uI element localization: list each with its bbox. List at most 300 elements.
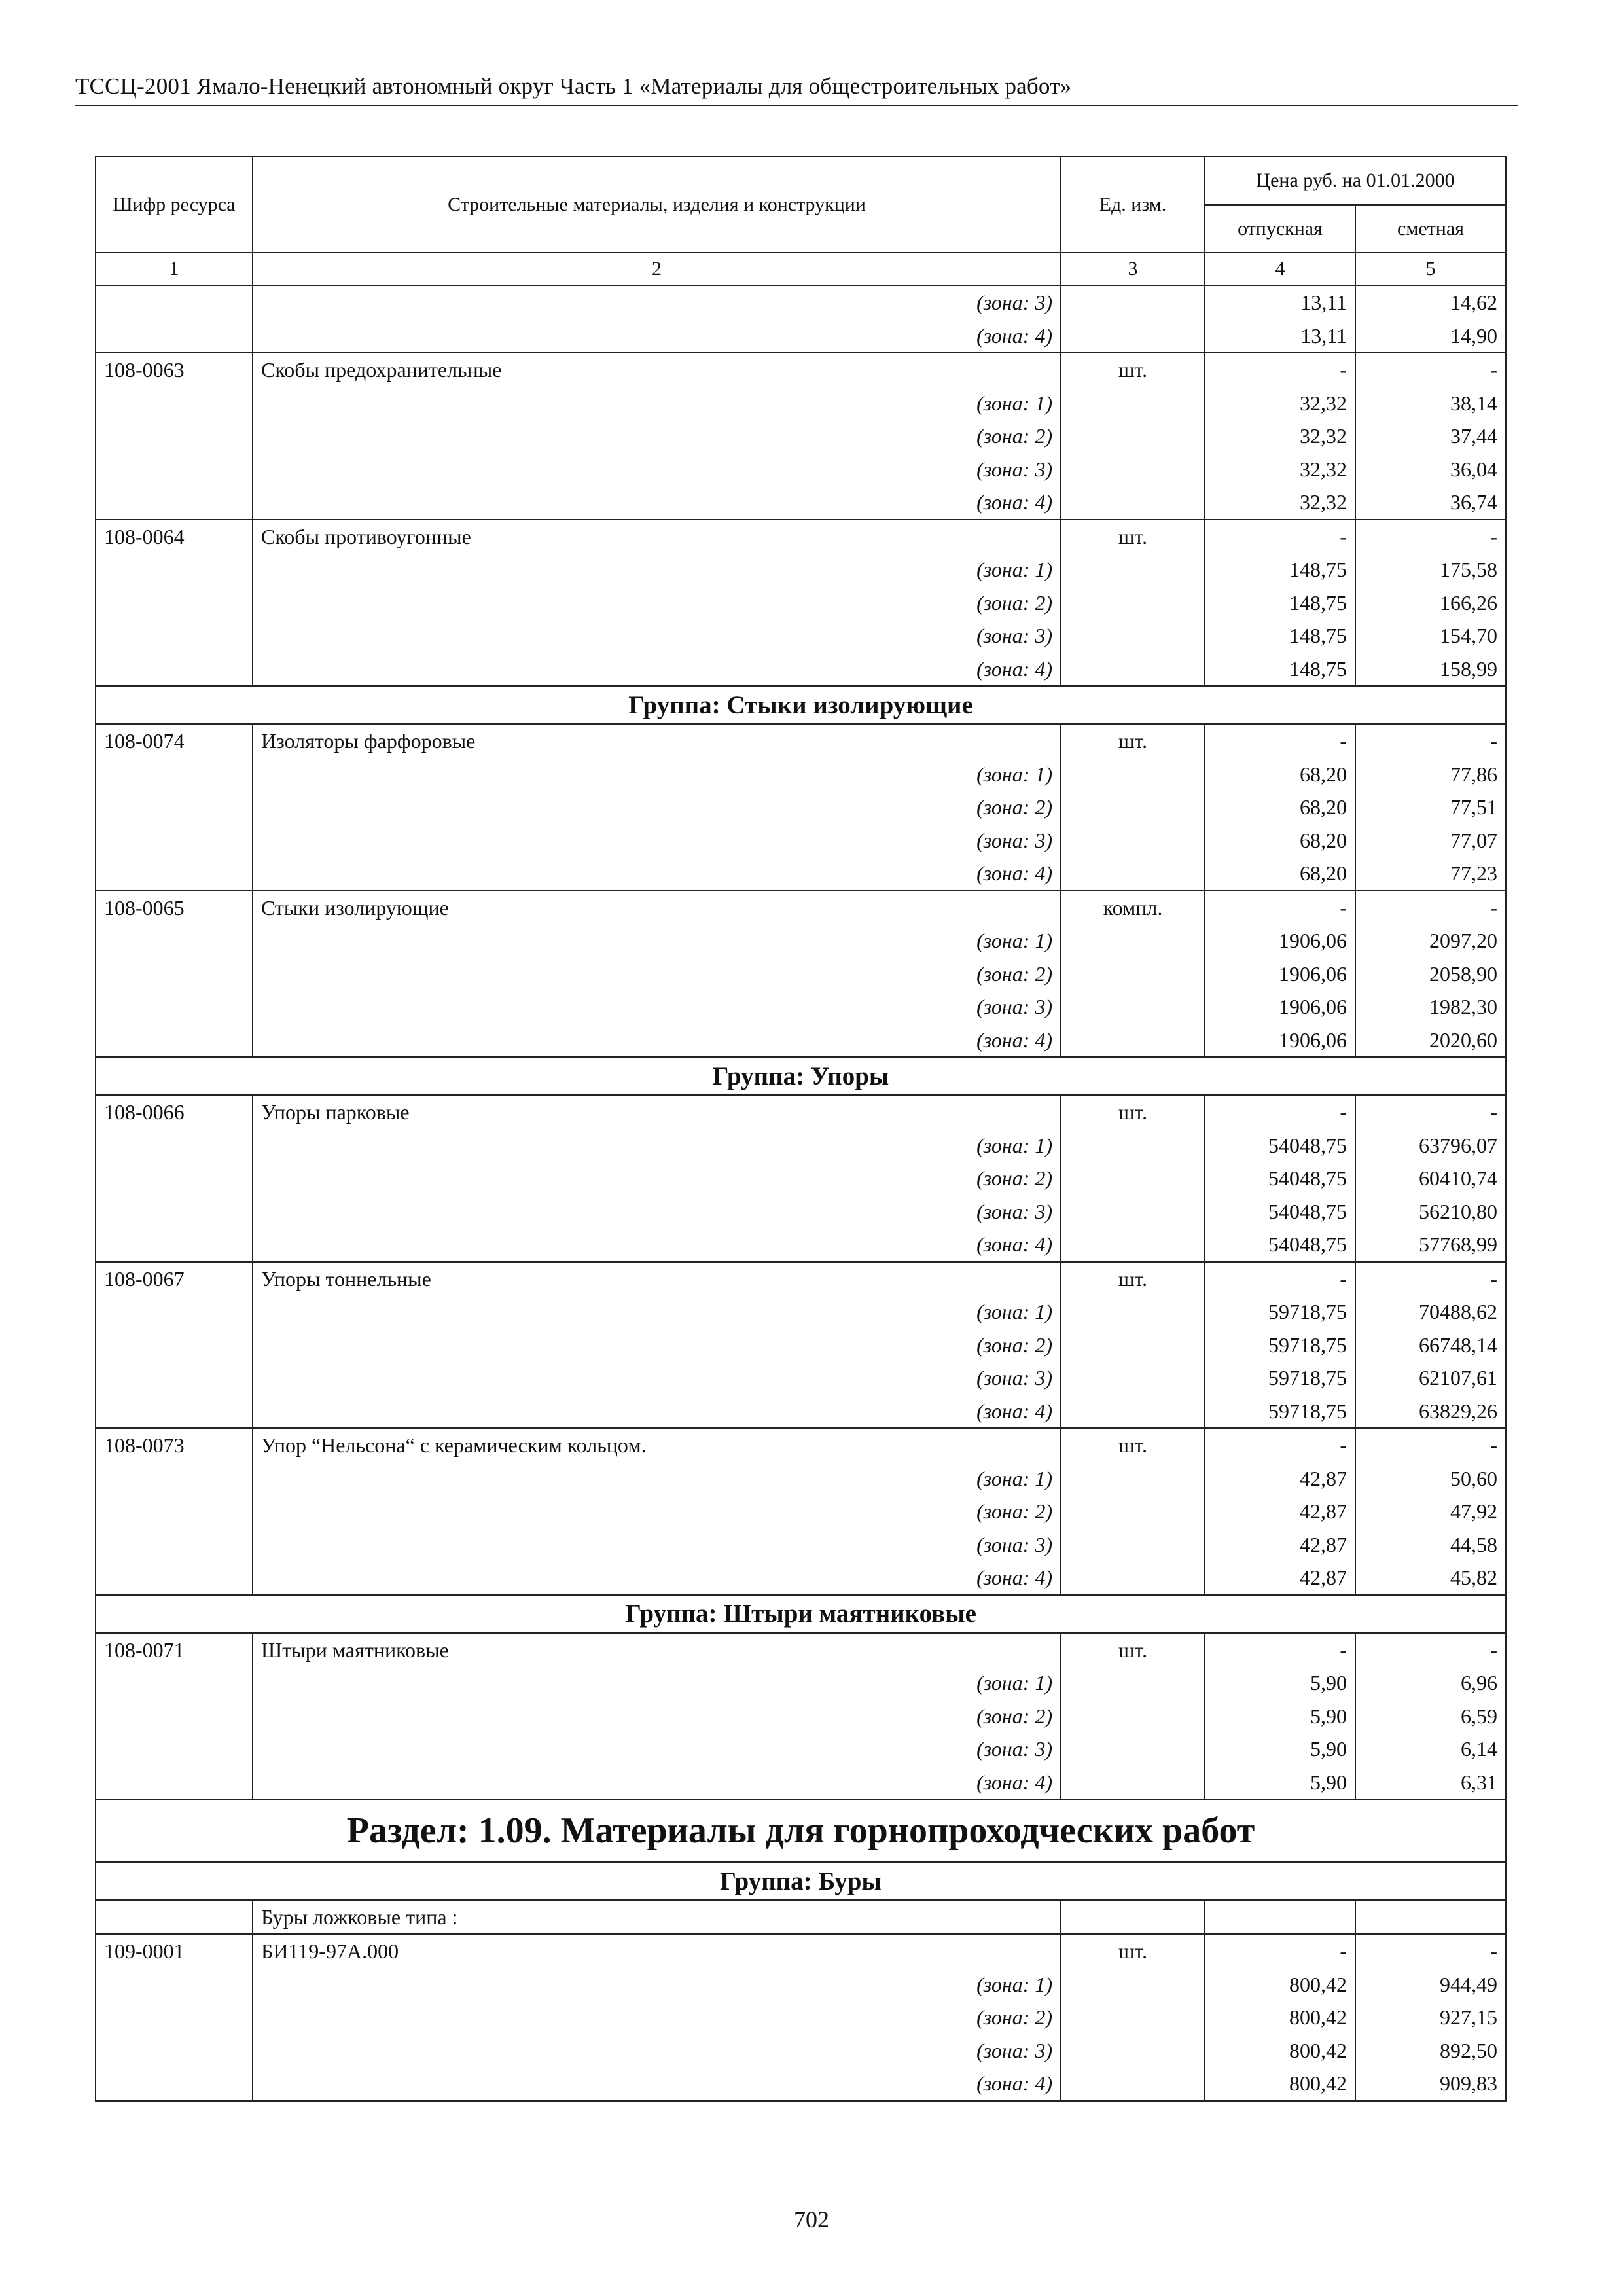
zone-label: (зона: 3) bbox=[253, 1528, 1061, 1562]
resource-code bbox=[96, 1561, 253, 1595]
price-release: - bbox=[1205, 353, 1355, 387]
zone-label: (зона: 2) bbox=[253, 420, 1061, 453]
header-rule bbox=[75, 105, 1518, 106]
unit: шт. bbox=[1061, 353, 1205, 387]
zone-row bbox=[96, 586, 1506, 620]
price-estimate: 1982,30 bbox=[1355, 990, 1506, 1024]
resource-code bbox=[96, 1228, 253, 1262]
unit: шт. bbox=[1061, 724, 1205, 758]
resource-code: 109-0001 bbox=[96, 1934, 253, 1968]
zone-row bbox=[96, 486, 1506, 520]
price-estimate: 14,90 bbox=[1355, 319, 1506, 353]
resource-code bbox=[96, 1700, 253, 1733]
price-estimate: 57768,99 bbox=[1355, 1228, 1506, 1262]
zone-label: (зона: 4) bbox=[253, 1766, 1061, 1800]
resource-code bbox=[96, 553, 253, 586]
zone-row bbox=[96, 1462, 1506, 1496]
zone-label: (зона: 4) bbox=[253, 319, 1061, 353]
resource-code: 108-0074 bbox=[96, 724, 253, 758]
price-release: 800,42 bbox=[1205, 2001, 1355, 2034]
price-estimate: 909,83 bbox=[1355, 2067, 1506, 2101]
resource-code bbox=[96, 758, 253, 791]
material-name: Изоляторы фарфоровые bbox=[253, 724, 1061, 758]
zone-label: (зона: 3) bbox=[253, 285, 1061, 319]
price-estimate: - bbox=[1355, 1934, 1506, 1968]
unit bbox=[1061, 2034, 1205, 2068]
zone-label: (зона: 1) bbox=[253, 1295, 1061, 1329]
resource-code bbox=[96, 1195, 253, 1229]
resource-code bbox=[96, 958, 253, 991]
unit bbox=[1061, 1495, 1205, 1528]
resource-code bbox=[96, 2067, 253, 2101]
resource-code: 108-0066 bbox=[96, 1095, 253, 1129]
unit bbox=[1061, 1732, 1205, 1766]
price-release: - bbox=[1205, 891, 1355, 925]
col-unit-header: Ед. изм. bbox=[1061, 156, 1205, 253]
resource-code bbox=[96, 453, 253, 486]
price-estimate: 44,58 bbox=[1355, 1528, 1506, 1562]
price-estimate: - bbox=[1355, 520, 1506, 554]
zone-label: (зона: 4) bbox=[253, 2067, 1061, 2101]
resource-code bbox=[96, 1462, 253, 1496]
resource-code bbox=[96, 824, 253, 857]
zone-row bbox=[96, 387, 1506, 420]
zone-label: (зона: 2) bbox=[253, 2001, 1061, 2034]
material-name: Скобы противоугонные bbox=[253, 520, 1061, 554]
price-estimate: 892,50 bbox=[1355, 2034, 1506, 2068]
zone-row bbox=[96, 1528, 1506, 1562]
zone-label: (зона: 2) bbox=[253, 1495, 1061, 1528]
group-row bbox=[96, 1057, 1506, 1095]
price-estimate: 6,96 bbox=[1355, 1666, 1506, 1700]
material-name: Стыки изолирующие bbox=[253, 891, 1061, 925]
zone-row bbox=[96, 924, 1506, 958]
item-row bbox=[96, 724, 1506, 758]
price-estimate: 37,44 bbox=[1355, 420, 1506, 453]
price-estimate bbox=[1355, 1900, 1506, 1934]
group-title: Группа: Буры bbox=[96, 1862, 1506, 1900]
unit bbox=[1061, 2001, 1205, 2034]
price-estimate: 6,31 bbox=[1355, 1766, 1506, 1800]
unit bbox=[1061, 553, 1205, 586]
unit bbox=[1061, 1766, 1205, 1800]
price-release: 1906,06 bbox=[1205, 924, 1355, 958]
price-estimate: 927,15 bbox=[1355, 2001, 1506, 2034]
group-row bbox=[96, 686, 1506, 724]
price-estimate: 166,26 bbox=[1355, 586, 1506, 620]
resource-code bbox=[96, 1361, 253, 1395]
price-release: 1906,06 bbox=[1205, 990, 1355, 1024]
price-release: 59718,75 bbox=[1205, 1329, 1355, 1362]
price-release: 68,20 bbox=[1205, 857, 1355, 891]
zone-label: (зона: 3) bbox=[253, 1361, 1061, 1395]
price-release: 5,90 bbox=[1205, 1766, 1355, 1800]
price-release: 59718,75 bbox=[1205, 1361, 1355, 1395]
price-estimate: 2020,60 bbox=[1355, 1024, 1506, 1058]
unit bbox=[1061, 619, 1205, 653]
zone-row bbox=[96, 619, 1506, 653]
zone-label: (зона: 4) bbox=[253, 857, 1061, 891]
resource-code: 108-0063 bbox=[96, 353, 253, 387]
price-release: 800,42 bbox=[1205, 2034, 1355, 2068]
material-name: БИ119-97А.000 bbox=[253, 1934, 1061, 1968]
zone-row bbox=[96, 990, 1506, 1024]
material-name: Штыри маятниковые bbox=[253, 1633, 1061, 1667]
column-index-row bbox=[96, 253, 1506, 285]
zone-label: (зона: 2) bbox=[253, 586, 1061, 620]
zone-label: (зона: 3) bbox=[253, 1732, 1061, 1766]
header-row bbox=[96, 156, 1506, 205]
item-row bbox=[96, 353, 1506, 387]
unit: шт. bbox=[1061, 1428, 1205, 1462]
zone-row bbox=[96, 2067, 1506, 2101]
column-index: 2 bbox=[253, 253, 1061, 285]
unit: шт. bbox=[1061, 1262, 1205, 1296]
unit bbox=[1061, 1129, 1205, 1162]
zone-label: (зона: 1) bbox=[253, 1462, 1061, 1496]
zone-label: (зона: 1) bbox=[253, 758, 1061, 791]
price-release: 13,11 bbox=[1205, 319, 1355, 353]
resource-code bbox=[96, 1968, 253, 2001]
resource-code bbox=[96, 486, 253, 520]
price-estimate: 6,14 bbox=[1355, 1732, 1506, 1766]
resource-code bbox=[96, 619, 253, 653]
zone-row bbox=[96, 1195, 1506, 1229]
unit bbox=[1061, 824, 1205, 857]
price-release: - bbox=[1205, 724, 1355, 758]
unit bbox=[1061, 1528, 1205, 1562]
zone-label: (зона: 1) bbox=[253, 1129, 1061, 1162]
col-price-header: Цена руб. на 01.01.2000 bbox=[1205, 156, 1506, 205]
material-name: Упоры парковые bbox=[253, 1095, 1061, 1129]
zone-label: (зона: 4) bbox=[253, 1024, 1061, 1058]
price-release bbox=[1205, 1900, 1355, 1934]
item-row bbox=[96, 891, 1506, 925]
zone-row bbox=[96, 1295, 1506, 1329]
price-release: 800,42 bbox=[1205, 2067, 1355, 2101]
price-estimate: - bbox=[1355, 1633, 1506, 1667]
column-index: 5 bbox=[1355, 253, 1506, 285]
note-row bbox=[96, 1900, 1506, 1934]
price-estimate: 77,23 bbox=[1355, 857, 1506, 891]
resource-code: 108-0071 bbox=[96, 1633, 253, 1667]
col-estimate-header: сметная bbox=[1355, 205, 1506, 253]
unit bbox=[1061, 1700, 1205, 1733]
price-release: 42,87 bbox=[1205, 1495, 1355, 1528]
price-release: 5,90 bbox=[1205, 1732, 1355, 1766]
resource-code bbox=[96, 420, 253, 453]
price-estimate: - bbox=[1355, 1262, 1506, 1296]
resource-code bbox=[96, 1495, 253, 1528]
resource-code bbox=[96, 319, 253, 353]
resource-code bbox=[96, 1024, 253, 1058]
unit bbox=[1061, 1900, 1205, 1934]
unit bbox=[1061, 285, 1205, 319]
unit bbox=[1061, 486, 1205, 520]
zone-label: (зона: 3) bbox=[253, 619, 1061, 653]
resource-code bbox=[96, 586, 253, 620]
zone-label: (зона: 3) bbox=[253, 824, 1061, 857]
unit bbox=[1061, 2067, 1205, 2101]
price-estimate: 63796,07 bbox=[1355, 1129, 1506, 1162]
unit bbox=[1061, 958, 1205, 991]
unit bbox=[1061, 1228, 1205, 1262]
resource-code bbox=[96, 1900, 253, 1934]
unit bbox=[1061, 319, 1205, 353]
price-estimate: 2058,90 bbox=[1355, 958, 1506, 991]
price-release: 800,42 bbox=[1205, 1968, 1355, 2001]
section-row bbox=[96, 1799, 1506, 1862]
col-code-header: Шифр ресурса bbox=[96, 156, 253, 253]
price-release: 5,90 bbox=[1205, 1666, 1355, 1700]
unit bbox=[1061, 387, 1205, 420]
price-release: 59718,75 bbox=[1205, 1295, 1355, 1329]
zone-row bbox=[96, 958, 1506, 991]
group-title: Группа: Упоры bbox=[96, 1057, 1506, 1095]
price-estimate: 77,07 bbox=[1355, 824, 1506, 857]
resource-code bbox=[96, 990, 253, 1024]
zone-label: (зона: 4) bbox=[253, 653, 1061, 687]
price-release: 32,32 bbox=[1205, 420, 1355, 453]
col-release-header: отпускная bbox=[1205, 205, 1355, 253]
unit: шт. bbox=[1061, 1934, 1205, 1968]
price-estimate: 50,60 bbox=[1355, 1462, 1506, 1496]
item-row bbox=[96, 1934, 1506, 1968]
price-estimate: 77,51 bbox=[1355, 791, 1506, 824]
zone-row bbox=[96, 1968, 1506, 2001]
material-name: Скобы предохранительные bbox=[253, 353, 1061, 387]
price-release: - bbox=[1205, 1633, 1355, 1667]
resource-code: 108-0067 bbox=[96, 1262, 253, 1296]
unit bbox=[1061, 1162, 1205, 1195]
resource-code bbox=[96, 285, 253, 319]
zone-label: (зона: 4) bbox=[253, 1561, 1061, 1595]
zone-row bbox=[96, 2034, 1506, 2068]
zone-row bbox=[96, 553, 1506, 586]
price-estimate: - bbox=[1355, 1095, 1506, 1129]
unit bbox=[1061, 924, 1205, 958]
col-name-header: Строительные материалы, изделия и конструкции bbox=[253, 156, 1061, 253]
resource-code bbox=[96, 2034, 253, 2068]
price-release: 54048,75 bbox=[1205, 1129, 1355, 1162]
zone-row bbox=[96, 1024, 1506, 1058]
price-release: 148,75 bbox=[1205, 586, 1355, 620]
zone-row bbox=[96, 1361, 1506, 1395]
zone-label: (зона: 1) bbox=[253, 924, 1061, 958]
zone-row bbox=[96, 857, 1506, 891]
zone-row bbox=[96, 824, 1506, 857]
unit bbox=[1061, 420, 1205, 453]
unit bbox=[1061, 1295, 1205, 1329]
resource-code: 108-0064 bbox=[96, 520, 253, 554]
zone-label: (зона: 2) bbox=[253, 791, 1061, 824]
resource-code bbox=[96, 791, 253, 824]
section-title: Раздел: 1.09. Материалы для горнопроходческих работ bbox=[96, 1799, 1506, 1862]
price-estimate: 944,49 bbox=[1355, 1968, 1506, 2001]
group-title: Группа: Штыри маятниковые bbox=[96, 1595, 1506, 1633]
zone-label: (зона: 4) bbox=[253, 1228, 1061, 1262]
price-release: 1906,06 bbox=[1205, 958, 1355, 991]
unit bbox=[1061, 653, 1205, 687]
resource-code bbox=[96, 1732, 253, 1766]
price-release: 59718,75 bbox=[1205, 1395, 1355, 1429]
item-row bbox=[96, 520, 1506, 554]
zone-label: (зона: 4) bbox=[253, 1395, 1061, 1429]
column-index: 3 bbox=[1061, 253, 1205, 285]
unit: шт. bbox=[1061, 520, 1205, 554]
price-release: 42,87 bbox=[1205, 1528, 1355, 1562]
zone-row bbox=[96, 319, 1506, 353]
unit: шт. bbox=[1061, 1633, 1205, 1667]
resource-code: 108-0073 bbox=[96, 1428, 253, 1462]
resource-code bbox=[96, 653, 253, 687]
group-row bbox=[96, 1595, 1506, 1633]
resource-code bbox=[96, 1329, 253, 1362]
price-release: - bbox=[1205, 520, 1355, 554]
price-release: 32,32 bbox=[1205, 453, 1355, 486]
zone-row bbox=[96, 1129, 1506, 1162]
unit: компл. bbox=[1061, 891, 1205, 925]
price-release: 148,75 bbox=[1205, 553, 1355, 586]
unit bbox=[1061, 586, 1205, 620]
zone-label: (зона: 2) bbox=[253, 958, 1061, 991]
price-release: - bbox=[1205, 1428, 1355, 1462]
price-estimate: 6,59 bbox=[1355, 1700, 1506, 1733]
zone-label: (зона: 1) bbox=[253, 1666, 1061, 1700]
column-index: 4 bbox=[1205, 253, 1355, 285]
unit: шт. bbox=[1061, 1095, 1205, 1129]
price-estimate: - bbox=[1355, 353, 1506, 387]
item-row bbox=[96, 1428, 1506, 1462]
price-release: 32,32 bbox=[1205, 486, 1355, 520]
unit bbox=[1061, 990, 1205, 1024]
price-release: 5,90 bbox=[1205, 1700, 1355, 1733]
price-release: 42,87 bbox=[1205, 1561, 1355, 1595]
price-estimate: 45,82 bbox=[1355, 1561, 1506, 1595]
item-row bbox=[96, 1095, 1506, 1129]
unit bbox=[1061, 758, 1205, 791]
material-name: Упор “Нельсона“ с керамическим кольцом. bbox=[253, 1428, 1061, 1462]
resource-code bbox=[96, 1528, 253, 1562]
price-estimate: 47,92 bbox=[1355, 1495, 1506, 1528]
unit bbox=[1061, 857, 1205, 891]
unit bbox=[1061, 1666, 1205, 1700]
price-release: 148,75 bbox=[1205, 653, 1355, 687]
zone-label: (зона: 2) bbox=[253, 1329, 1061, 1362]
price-release: 54048,75 bbox=[1205, 1195, 1355, 1229]
resource-code bbox=[96, 2001, 253, 2034]
resource-code bbox=[96, 1395, 253, 1429]
zone-row bbox=[96, 1495, 1506, 1528]
price-estimate: 154,70 bbox=[1355, 619, 1506, 653]
price-estimate: 63829,26 bbox=[1355, 1395, 1506, 1429]
zone-row bbox=[96, 791, 1506, 824]
zone-label: (зона: 3) bbox=[253, 990, 1061, 1024]
zone-label: (зона: 1) bbox=[253, 1968, 1061, 2001]
table-body bbox=[96, 285, 1506, 2101]
price-release: 68,20 bbox=[1205, 824, 1355, 857]
material-name: Буры ложковые типа : bbox=[253, 1900, 1061, 1934]
price-estimate: 56210,80 bbox=[1355, 1195, 1506, 1229]
running-header: ТССЦ-2001 Ямало-Ненецкий автономный округ Часть 1 «Материалы для общестроительных работ» bbox=[75, 73, 1072, 99]
zone-row bbox=[96, 1700, 1506, 1733]
price-release: - bbox=[1205, 1262, 1355, 1296]
price-release: - bbox=[1205, 1934, 1355, 1968]
price-estimate: - bbox=[1355, 1428, 1506, 1462]
material-name: Упоры тоннельные bbox=[253, 1262, 1061, 1296]
price-estimate: 36,04 bbox=[1355, 453, 1506, 486]
price-release: 148,75 bbox=[1205, 619, 1355, 653]
zone-label: (зона: 3) bbox=[253, 2034, 1061, 2068]
resource-code: 108-0065 bbox=[96, 891, 253, 925]
zone-row bbox=[96, 1732, 1506, 1766]
zone-row bbox=[96, 1666, 1506, 1700]
price-table bbox=[95, 156, 1507, 2102]
price-release: 54048,75 bbox=[1205, 1162, 1355, 1195]
unit bbox=[1061, 1329, 1205, 1362]
unit bbox=[1061, 453, 1205, 486]
unit bbox=[1061, 1195, 1205, 1229]
column-index: 1 bbox=[96, 253, 253, 285]
zone-row bbox=[96, 1561, 1506, 1595]
price-estimate: 60410,74 bbox=[1355, 1162, 1506, 1195]
price-release: 68,20 bbox=[1205, 758, 1355, 791]
zone-row bbox=[96, 1766, 1506, 1800]
price-estimate: 62107,61 bbox=[1355, 1361, 1506, 1395]
zone-label: (зона: 3) bbox=[253, 453, 1061, 486]
unit bbox=[1061, 1561, 1205, 1595]
unit bbox=[1061, 1968, 1205, 2001]
price-estimate: - bbox=[1355, 891, 1506, 925]
resource-code bbox=[96, 857, 253, 891]
unit bbox=[1061, 1361, 1205, 1395]
item-row bbox=[96, 1262, 1506, 1296]
price-estimate: 70488,62 bbox=[1355, 1295, 1506, 1329]
price-estimate: 158,99 bbox=[1355, 653, 1506, 687]
zone-label: (зона: 4) bbox=[253, 486, 1061, 520]
resource-code bbox=[96, 924, 253, 958]
zone-row bbox=[96, 453, 1506, 486]
price-release: 68,20 bbox=[1205, 791, 1355, 824]
zone-row bbox=[96, 420, 1506, 453]
price-release: - bbox=[1205, 1095, 1355, 1129]
price-estimate: 66748,14 bbox=[1355, 1329, 1506, 1362]
table-head bbox=[96, 156, 1506, 285]
price-estimate: 175,58 bbox=[1355, 553, 1506, 586]
price-estimate: 77,86 bbox=[1355, 758, 1506, 791]
resource-code bbox=[96, 1766, 253, 1800]
price-release: 54048,75 bbox=[1205, 1228, 1355, 1262]
resource-code bbox=[96, 1162, 253, 1195]
unit bbox=[1061, 1024, 1205, 1058]
zone-row bbox=[96, 758, 1506, 791]
zone-row bbox=[96, 1162, 1506, 1195]
price-estimate: - bbox=[1355, 724, 1506, 758]
zone-row bbox=[96, 1395, 1506, 1429]
price-estimate: 38,14 bbox=[1355, 387, 1506, 420]
zone-label: (зона: 2) bbox=[253, 1700, 1061, 1733]
zone-label: (зона: 2) bbox=[253, 1162, 1061, 1195]
zone-label: (зона: 3) bbox=[253, 1195, 1061, 1229]
price-release: 13,11 bbox=[1205, 285, 1355, 319]
page-number: 702 bbox=[794, 2206, 829, 2233]
resource-code bbox=[96, 1295, 253, 1329]
price-release: 32,32 bbox=[1205, 387, 1355, 420]
resource-code bbox=[96, 387, 253, 420]
zone-row bbox=[96, 285, 1506, 319]
price-release: 1906,06 bbox=[1205, 1024, 1355, 1058]
zone-row bbox=[96, 1329, 1506, 1362]
